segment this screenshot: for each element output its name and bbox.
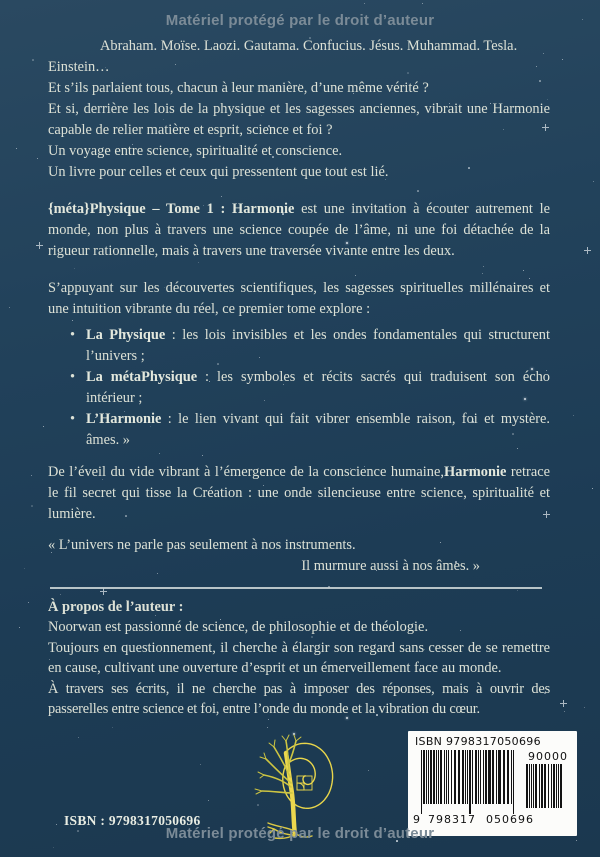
copyright-watermark-top: Matériel protégé par le droit d’auteur xyxy=(165,12,435,29)
barcode-bar xyxy=(421,750,422,814)
barcode-bar xyxy=(529,764,530,808)
star-dot xyxy=(368,770,369,771)
barcode-bar xyxy=(551,764,552,808)
barcode-bar xyxy=(472,750,473,804)
barcode-bar xyxy=(531,764,532,808)
barcode-bar xyxy=(475,750,477,804)
star-dot xyxy=(19,627,20,628)
question-line-2: Et si, derrière les lois de la physique et les sagesses anciennes, vibrait une Harmonie capable de relier matière et esprit, science et foi ? xyxy=(48,101,550,138)
barcode-bar xyxy=(511,750,512,804)
barcode-bar xyxy=(503,750,505,804)
author-paragraph-1: Toujours en questionnement, il cherche à élargir son regard sans cesser de se remettre en cause, cultivant une ouverture d’esprit et un émerveillement face au monde. xyxy=(48,639,550,677)
barcode-isbn-label: ISBN 9798317050696 xyxy=(415,735,541,748)
barcode-bar xyxy=(556,764,557,808)
star-dot xyxy=(31,505,33,507)
barcode-bar xyxy=(430,750,432,804)
tree-twigs xyxy=(255,735,301,794)
barcode-bar xyxy=(533,764,534,808)
star-dot xyxy=(422,3,423,4)
ean-digit-group2: 050696 xyxy=(486,813,534,826)
barcode-bar xyxy=(560,764,562,808)
barcode-bar xyxy=(451,750,452,804)
star-dot xyxy=(208,800,209,801)
barcode-bar xyxy=(483,750,484,804)
price-code: 90000 xyxy=(528,750,568,763)
star-dot xyxy=(78,737,79,738)
barcode-bar xyxy=(478,750,479,804)
einstein-line: Einstein… xyxy=(48,59,110,75)
barcode-bar xyxy=(448,750,449,804)
bullet-harmonie-text: : le lien vivant qui fait vibrer ensemble raison, foi et mystère. âmes. » xyxy=(86,411,550,448)
barcode-bar xyxy=(426,750,427,804)
barcode-bar xyxy=(465,750,466,804)
star-dot xyxy=(28,602,29,603)
star-dot xyxy=(564,711,565,712)
barcode-bar xyxy=(526,764,528,808)
barcode-bar xyxy=(428,750,429,804)
barcode-bar xyxy=(440,750,442,804)
ean-barcode xyxy=(413,750,534,828)
star-dot xyxy=(9,307,10,308)
explore-bullet-list xyxy=(48,325,550,451)
price-addon-bars xyxy=(526,764,570,808)
bullet-metaphysique-text: : les symboles et récits sacrés qui traduisent son écho intérieur ; xyxy=(86,369,550,406)
star-dot xyxy=(53,847,54,848)
author-line-1: Noorwan est passionné de science, de philosophie et de théologie. xyxy=(48,619,429,636)
copyright-watermark-bottom: Matériel protégé par le droit d’auteur xyxy=(165,825,435,842)
ean-barcode-bars xyxy=(421,750,521,804)
tome-paragraph xyxy=(48,199,550,262)
explore-intro: S’appuyant sur les découvertes scientifiques, les sagesses spirituelles millénaires et une intuition vibrante du réel, ce premier tome explore : xyxy=(48,280,550,317)
star-sparkle-icon xyxy=(584,247,591,254)
barcode-bar xyxy=(498,750,501,804)
bullet-harmonie xyxy=(70,409,550,451)
barcode-bar xyxy=(513,750,514,814)
barcode-bar xyxy=(480,750,481,804)
star-dot xyxy=(200,764,201,765)
quote-block xyxy=(48,535,550,577)
barcode-bar xyxy=(462,750,464,804)
author-section xyxy=(48,597,550,721)
star-dot xyxy=(24,568,25,569)
star-dot xyxy=(562,59,563,60)
barcode-bar xyxy=(553,764,555,808)
barcode-bar xyxy=(433,750,435,804)
star-sparkle-icon xyxy=(560,700,567,707)
price-addon-barcode xyxy=(526,750,570,808)
star-sparkle-icon xyxy=(36,242,43,249)
star-dot xyxy=(16,148,17,149)
isbn-barcode-box xyxy=(408,731,577,836)
barcode-bar xyxy=(539,764,540,808)
bullet-metaphysique-lead: La métaPhysique xyxy=(86,369,198,385)
isbn-footer-text: ISBN : 9798317050696 xyxy=(64,813,201,828)
bullet-physique-lead: La Physique xyxy=(86,327,166,343)
question-line-1: Et s’ils parlaient tous, chacun à leur manière, d’une même vérité ? xyxy=(48,80,429,96)
barcode-bar xyxy=(423,750,425,804)
star-dot xyxy=(364,3,365,4)
barcode-bar xyxy=(535,764,537,808)
barcode-bar xyxy=(558,764,559,808)
eveil-pre: De l’éveil du vide vibrant à l’émergence de la conscience humaine, xyxy=(48,464,444,480)
barcode-bar xyxy=(485,750,487,804)
tome-title: {méta}Physique – Tome 1 : Harmonie xyxy=(48,201,295,217)
barcode-bar xyxy=(438,750,439,804)
eveil-paragraph xyxy=(48,462,550,525)
barcode-bar xyxy=(458,750,460,804)
livre-line: Un livre pour celles et ceux qui pressentent que tout est lié. xyxy=(48,164,389,180)
star-dot xyxy=(573,415,574,416)
barcode-bar xyxy=(436,750,437,804)
star-dot xyxy=(593,181,594,182)
author-heading: À propos de l’auteur : xyxy=(48,598,184,615)
barcode-bar xyxy=(446,750,447,804)
prophets-names-line: Abraham. Moïse. Laozi. Gautama. Confucius. Jésus. Muhammad. Tesla. xyxy=(100,38,518,54)
star-dot xyxy=(584,707,585,708)
star-dot xyxy=(267,727,268,728)
barcode-bar xyxy=(492,750,494,804)
barcode-bar xyxy=(548,764,549,808)
eveil-title: Harmonie xyxy=(444,464,507,480)
star-dot xyxy=(31,475,32,476)
star-dot xyxy=(592,488,593,489)
barcode-bar xyxy=(488,750,491,804)
tome-text: est une invitation à écouter autrement le monde, non plus à travers une science coupée de l’âme, ni une foi détachée de la rigueur rationnelle, mais à travers une traversée vivante entre les deux. xyxy=(48,201,550,259)
quote-line-1: « L’univers ne parle pas seulement à nos instruments. xyxy=(48,537,356,553)
star-dot xyxy=(43,426,44,427)
star-dot xyxy=(37,158,38,159)
bullet-harmonie-lead: L’Harmonie xyxy=(86,411,162,427)
barcode-bar xyxy=(444,750,445,804)
author-paragraph-2: À travers ses écrits, il ne cherche pas à imposer des réponses, mais à ouvrir des passerelles entre science et foi, entre l’onde du monde et la vibration du cœur. xyxy=(48,680,550,718)
voyage-line: Un voyage entre science, spiritualité et conscience. xyxy=(48,143,343,159)
barcode-bar xyxy=(454,750,456,804)
barcode-bar xyxy=(469,750,471,814)
ean-digit-group1: 798317 xyxy=(428,813,476,826)
section-divider xyxy=(50,587,542,589)
star-dot xyxy=(112,727,113,728)
bullet-physique xyxy=(70,325,550,367)
ean-digit-lead: 9 xyxy=(413,813,420,826)
barcode-bar xyxy=(541,764,543,808)
bullet-physique-text: : les lois invisibles et les ondes fondamentales qui structurent l’univers ; xyxy=(86,327,550,364)
barcode-bar xyxy=(507,750,509,804)
quote-line-2: Il murmure aussi à nos âmes. » xyxy=(301,558,480,574)
barcode-bar xyxy=(496,750,497,804)
eveil-post: retrace le fil secret qui tisse la Création : une onde silencieuse entre science, spiritualité et lumière. xyxy=(48,464,550,522)
barcode-bar xyxy=(467,750,468,804)
bullet-metaphysique xyxy=(70,367,550,409)
barcode-bar xyxy=(544,764,546,808)
star-dot xyxy=(32,59,34,61)
back-cover-text xyxy=(48,36,550,720)
